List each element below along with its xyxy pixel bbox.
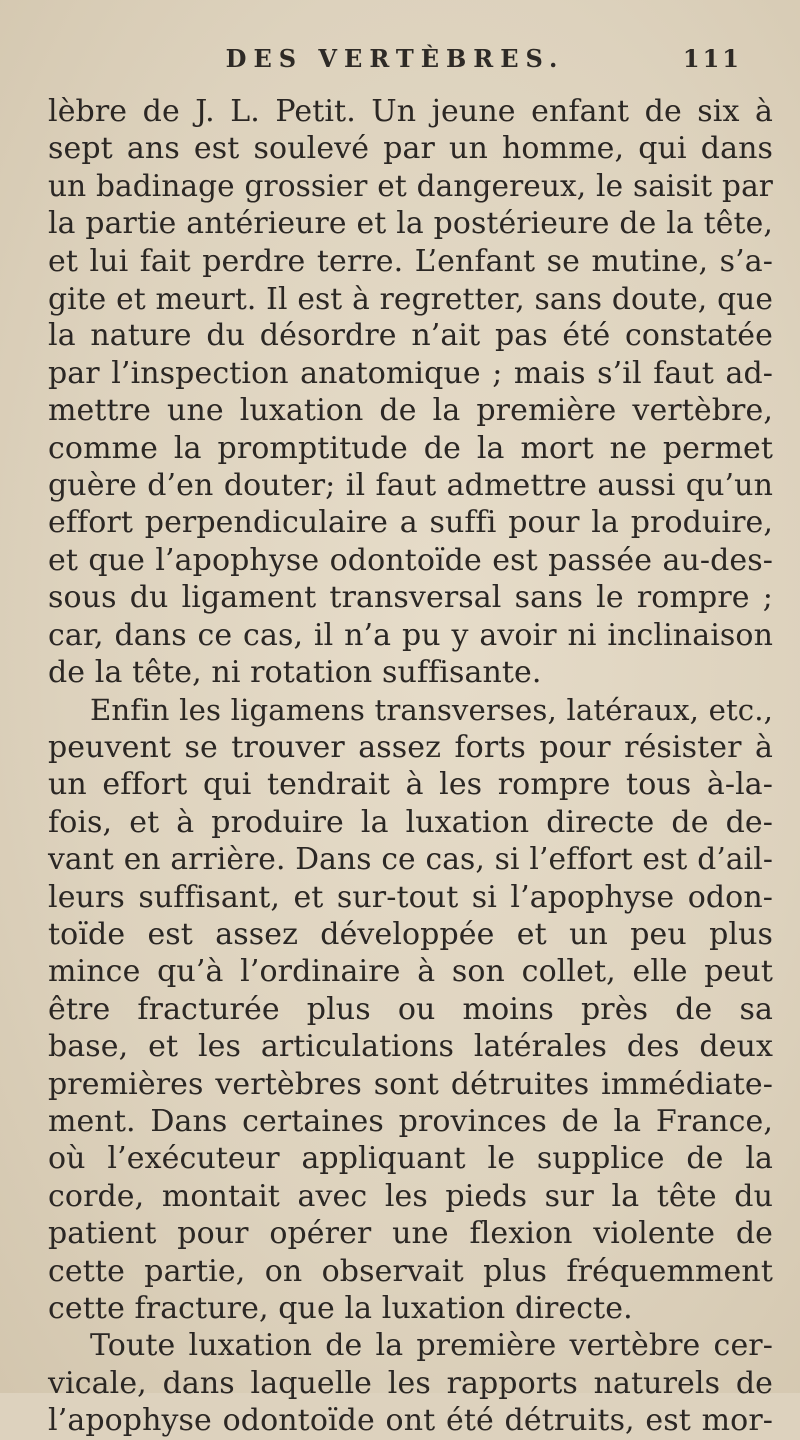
text-line: car, dans ce cas, il n’a pu y avoir ni inclinaison xyxy=(48,617,773,653)
text-line: de la tête, ni rotation suffisante. xyxy=(48,655,542,691)
text-line: et que l’apophyse odontoïde est passée au-des- xyxy=(48,542,773,578)
text-line: cette partie, on observait plus fréquemment xyxy=(48,1253,773,1289)
body-text xyxy=(48,93,773,1440)
text-line: guère d’en douter; il faut admettre aussi qu’un xyxy=(48,468,773,504)
running-title: DES VERTÈBRES. xyxy=(225,44,565,73)
text-line: par l’inspection anatomique ; mais s’il faut ad- xyxy=(48,355,773,391)
text-line: l’apophyse odontoïde ont été détruits, est mor- xyxy=(48,1403,773,1439)
page-header xyxy=(0,44,800,84)
text-line: gite et meurt. Il est à regretter, sans doute, que xyxy=(48,281,773,317)
text-line: mettre une luxation de la première vertèbre, xyxy=(48,393,773,429)
text-line: patient pour opérer une flexion violente de xyxy=(48,1216,773,1252)
text-line: effort perpendiculaire a suffi pour la produire, xyxy=(48,505,773,541)
text-line: premières vertèbres sont détruites immédiate- xyxy=(48,1066,773,1102)
paragraph-3 xyxy=(48,1327,773,1439)
text-line: cette fracture, que la luxation directe. xyxy=(48,1291,633,1326)
text-line: peuvent se trouver assez forts pour résister à xyxy=(48,729,773,765)
text-line: lèbre de J. L. Petit. Un jeune enfant de six à xyxy=(48,94,773,129)
page-number: 111 xyxy=(682,44,742,73)
text-line: sept ans est soulevé par un homme, qui dans xyxy=(48,131,773,167)
text-line: toïde est assez développée et un peu plus xyxy=(48,916,773,952)
paragraph-1 xyxy=(48,93,773,692)
text-line: sous du ligament transversal sans le rompre ; xyxy=(48,580,773,616)
text-line: où l’exécuteur appliquant le supplice de la xyxy=(48,1141,773,1177)
text-line: être fracturée plus ou moins près de sa xyxy=(48,991,773,1027)
text-line: fois, et à produire la luxation directe de de- xyxy=(48,804,773,840)
text-line: vicale, dans laquelle les rapports naturels de xyxy=(48,1365,773,1401)
paragraph-2 xyxy=(48,692,773,1328)
text-line: mince qu’à l’ordinaire à son collet, elle peut xyxy=(48,954,773,990)
text-line: Toute luxation de la première vertèbre cer- xyxy=(90,1328,773,1364)
text-line: un badinage grossier et dangereux, le saisit par xyxy=(48,168,773,203)
text-line: la partie antérieure et la postérieure de la tête, xyxy=(48,206,773,242)
text-line: ment. Dans certaines provinces de la France, xyxy=(48,1103,773,1139)
text-line: base, et les articulations latérales des deux xyxy=(48,1029,773,1065)
text-line: corde, montait avec les pieds sur la tête du xyxy=(48,1178,773,1214)
text-line: Enfin les ligamens transverses, latéraux, etc., xyxy=(90,692,773,727)
text-line: et lui fait perdre terre. L’enfant se mutine, s’a- xyxy=(48,243,773,279)
text-line: la nature du désordre n’ait pas été constatée xyxy=(48,318,773,354)
text-line: comme la promptitude de la mort ne permet xyxy=(48,430,773,466)
text-line: leurs suffisant, et sur-tout si l’apophyse odon- xyxy=(48,879,773,915)
text-line: un effort qui tendrait à les rompre tous à-la- xyxy=(48,767,773,803)
text-line: vant en arrière. Dans ce cas, si l’effort est d’ail- xyxy=(48,842,773,878)
